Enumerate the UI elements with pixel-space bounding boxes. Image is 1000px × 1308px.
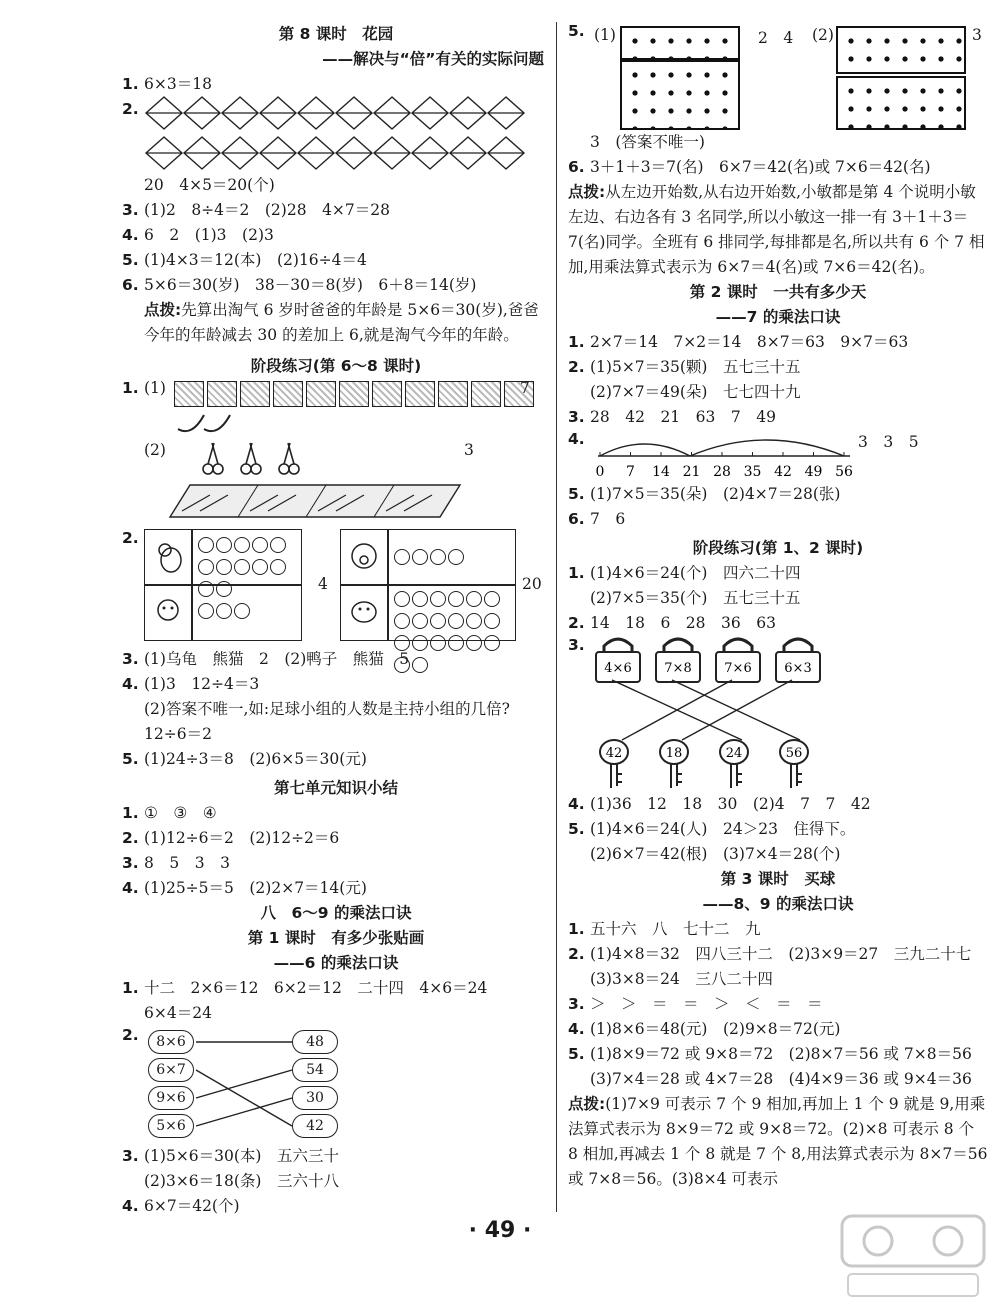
lesson3-q3-answer: ＞ ＞ ＝ ＝ ＞ ＜ ＝ ＝ [590, 995, 823, 1013]
squirrel-icon [151, 540, 185, 576]
number-line-tick-label: 35 [743, 464, 762, 480]
diamond-figure: 2. [122, 97, 550, 173]
lesson1-q4-answer: 6×7＝42(个) [144, 1197, 240, 1215]
key-label: 18 [665, 746, 683, 761]
lock-shackle [604, 639, 632, 652]
lock-label: 7×6 [724, 661, 752, 676]
dot-array-bottom-left [620, 60, 740, 130]
match-left-item: 9×6 [148, 1086, 194, 1110]
q2-answer: 20 4×5＝20(个) [144, 176, 275, 194]
animal-table-left [144, 529, 302, 641]
lesson1-q3-answer-b: (2)3×6＝18(条) 三六十八 [144, 1172, 339, 1190]
r5-note: 3 (答案不唯一) [590, 133, 705, 151]
stage-q2-figure: 2. 4 20 [122, 529, 550, 647]
lesson8-title: 第 8 课时 花园 [278, 25, 394, 43]
r6-hint: 点拨:从左边开始数,从右边开始数,小敏都是第 4 个说明小敏左边、右边各有 3 名同学,所以小敏这一排一有 3＋1＋3＝7(名)同学。全班有 6 排同学,每排都是名,所以共有 6 个 7 相加,用乘法算式表示为 6×7＝4(名)或 7×6＝42(名)。 [568, 183, 985, 276]
dot-array-figure: 5. (1) 2 4 (2) 3 [568, 22, 988, 130]
dot-array-top-left [620, 26, 740, 60]
lesson2-q2-answer-b: (2)7×7＝49(朵) 七七四十九 [590, 383, 801, 401]
number-line [594, 430, 864, 482]
stage2-q2-answer: 14 18 6 28 36 63 [590, 614, 776, 632]
match-right-item: 48 [292, 1030, 338, 1054]
stage2-title: 阶段练习(第 1、2 课时) [692, 539, 864, 557]
lesson3-title: 第 3 课时 买球 [720, 870, 836, 888]
number-line-tick-label: 0 [595, 464, 605, 480]
stage-q2-value2: 20 [522, 575, 542, 593]
lock-shackle [784, 639, 812, 652]
q4-answer: 6 2 (1)3 (2)3 [144, 226, 274, 244]
scissors-icon [198, 439, 308, 479]
page-number: · 49 · [468, 1218, 532, 1243]
stage2-q5-answer-b: (2)6×7＝42(根) (3)7×4＝28(个) [590, 845, 841, 863]
site-watermark-logo [838, 1210, 988, 1302]
lock-key-figure: 3. 4×6 7×8 7×6 6×3 42 18 24 56 [568, 636, 988, 792]
right-column: 5. (1) 2 4 (2) 3 3 (答案不唯一) 6. 3＋1＋3＝7(名) 6×7＝42(名)或 7×6＝42(名) 点拨:从左边开始数,从右边开始数,小敏都是第 4 个说明小敏左边、右边各有 3 名同学,所以小敏这一排一有 3＋1＋3＝7(名)同学。全班有 6 排同学,每排都是名,所以共有 6 个 7 相加,用乘法算式表示为 6×7＝4(名)或 7×6＝42(名)。 第 2 课时 一共有多少天 ——7 的乘法口诀 1. 2×7＝14 7×2＝14 8×7＝63 9×7＝63 2. (1)5×7＝35(颗) 五七三十五 (2)7×7＝49(朵) 七七四十九 3. 28 42 21 63 7 49 4. 0 7 14 21 28 35 42 49 56 3 3 5 5. (1)7×5＝35(朵) (2)4×7＝28(张) 6. 7 6 阶段练习(第 1、2 课时) 1. (1)4×6＝24(个) 四六二十四 (2)7×5＝35(个) 五七三十五 2. 14 18 6 28 36 63 3. 4×6 7×8 7×6 6×3 42 18 24 56 4. (1)36 12 18 30 (2)4 7 7 42 5. (1)4×6＝24(人) 24＞23 住得下。 (2)6×7＝42(根) (3)7×4＝28(个) 第 3 课时 买球 ——8、9 的乘法口诀 1. 五十六 八 七十二 九 2. (1)4×8＝32 四八三十二 (2)3×9＝27 三九二十七 (3)3×8＝24 三八二十四 3. ＞ ＞ ＝ ＝ ＞ ＜ ＝ ＝ 4. (1)8×6＝48(元) (2)9×8＝72(元) 5. (1)8×9＝72 或 9×8＝72 (2)8×7＝56 或 7×8＝56 (3)7×4＝28 或 4×7＝28 (4)4×9＝36 或 9×4＝36 点拨:(1)7×9 可表示 7 个 9 相加,再加上 1 个 9 就是 9,用乘法算式表示为 8×9＝72 或 9×8＝72。(2)×8 可表示 8 个 8 相加,再减去 1 个 8 就是 7 个 8,用法算式表示为 8×7＝56 或 7×8＝56。(3)8×4 可表示 [568, 22, 988, 1188]
lock-shackle [664, 639, 692, 652]
q1-answer: 6×3＝18 [144, 75, 212, 93]
dot-array-bottom-right [836, 76, 966, 130]
clip-strip [170, 481, 460, 521]
lesson2-q1-answer: 2×7＝14 7×2＝14 8×7＝63 9×7＝63 [590, 333, 909, 351]
stage-q4-answer-a: (1)3 12÷4＝3 [144, 675, 260, 693]
peacock-icon [347, 540, 381, 576]
lesson2-q2-answer-a: (1)5×7＝35(颗) 五七三十五 [590, 358, 801, 376]
matching-lines [122, 1026, 352, 1144]
stage-q2-value1: 4 [318, 575, 328, 593]
match-right-item: 54 [292, 1058, 338, 1082]
stage-q1-value2: 3 [464, 441, 474, 459]
lesson3-q5-hint: 点拨:(1)7×9 可表示 7 个 9 相加,再加上 1 个 9 就是 9,用乘法算式表示为 8×9＝72 或 9×8＝72。(2)×8 可表示 8 个 8 相加,再减去 1 个 8 就是 7 个 8,用法算式表示为 8×7＝56 或 7×8＝56。(3)8×4 可表示 [568, 1095, 988, 1188]
lock-label: 6×3 [784, 661, 812, 676]
r5-value2: 3 [972, 26, 982, 44]
unit7-q1-answer: ① ③ ④ [144, 804, 217, 822]
lesson3-q1-answer: 五十六 八 七十二 九 [590, 920, 761, 938]
match-left-item: 8×6 [148, 1030, 194, 1054]
number-line-figure: 4. 0 7 14 21 28 35 42 49 56 3 3 5 [568, 430, 919, 480]
lesson1-title: 第 1 课时 有多少张贴画 [247, 929, 425, 947]
left-column: 第 8 课时 花园 ——解决与“倍”有关的实际问题 1. 6×3＝18 2. 20 4×5＝20(个) 3. (1)2 8÷4＝2 (2)28 4×7＝28 4. 6 2 (1)3 (2)3 5. (1)4×3＝12(本) (2)16÷4＝4 6. 5×6＝30(岁) 38－30＝8(岁) 6＋8＝14(岁) 点拨:先算出淘气 6 岁时爸爸的年龄是 5×6＝30(岁),爸爸今年的年龄减去 30 的差加上 6,就是淘气今年的年龄。 阶段练习(第 6～8 课时) 1. (1) 7 (2) 3 2. 4 20 3. (1)乌龟 熊猫 2 (2)鸭子 熊猫 5 4. (1)3 12÷4＝3 (2)答案不唯一,如:足球小组的人数是主持小组的几倍? 12÷6＝2 5. (1)24÷3＝8 (2)6×5＝30(元) 第七单元知识小结 1. ① ③ ④ 2. (1)12÷6＝2 (2)12÷2＝6 3. 8 5 3 3 4. (1)25÷5＝5 (2)2×7＝14(元) 八 6～9 的乘法口诀 第 1 课时 有多少张贴画 ——6 的乘法口诀 1. 十二 2×6＝12 6×2＝12 二十四 4×6＝24 6×4＝24 2. 8×6 6×7 9×6 5×6 48 54 30 42 3. (1)5×6＝30(本) 五六三十 (2)3×6＝18(条) 三六十八 4. 6×7＝42(个) [122, 22, 550, 1219]
lesson3-q2-answer-b: (3)3×8＝24 三八二十四 [590, 970, 773, 988]
q3-answer: (1)2 8÷4＝2 (2)28 4×7＝28 [144, 201, 391, 219]
lock-key-drawing [592, 636, 872, 792]
q5-answer: (1)4×3＝12(本) (2)16÷4＝4 [144, 251, 367, 269]
stage2-q5-answer-a: (1)4×6＝24(人) 24＞23 住得下。 [590, 820, 856, 838]
lesson2-title: 第 2 课时 一共有多少天 [689, 283, 867, 301]
match-left-item: 5×6 [148, 1114, 194, 1138]
stage-q4-answer-b: (2)答案不唯一,如:足球小组的人数是主持小组的几倍? 12÷6＝2 [144, 700, 526, 743]
stage-q3-answer: (1)乌龟 熊猫 2 (2)鸭子 熊猫 5 [144, 650, 410, 668]
lesson3-subtitle: ——8、9 的乘法口诀 [702, 895, 854, 913]
dot-array-top-right [836, 26, 966, 74]
matching-figure: 2. 8×6 6×7 9×6 5×6 48 54 30 42 [122, 1026, 550, 1144]
number-line-tick-label: 7 [626, 464, 635, 480]
r5-value1: 2 4 [758, 29, 794, 47]
lesson2-q5-answer: (1)7×5＝35(朵) (2)4×7＝28(张) [590, 485, 841, 503]
unit7-summary-title: 第七单元知识小结 [273, 779, 398, 797]
key-shaft [611, 764, 622, 788]
unit8-title: 八 6～9 的乘法口诀 [260, 904, 412, 922]
lesson2-q6-answer: 7 6 [590, 510, 626, 528]
lesson1-subtitle: ——6 的乘法口诀 [273, 954, 399, 972]
match-right-item: 30 [292, 1086, 338, 1110]
stage2-q1-answer-a: (1)4×6＝24(个) 四六二十四 [590, 564, 801, 582]
unit7-q2-answer: (1)12÷6＝2 (2)12÷2＝6 [144, 829, 340, 847]
match-left-item: 6×7 [148, 1058, 194, 1082]
key-label: 24 [725, 746, 743, 761]
bird-icon [347, 594, 381, 630]
lock-label: 7×8 [664, 661, 692, 676]
key-label: 56 [785, 746, 803, 761]
key-label: 42 [605, 746, 623, 761]
number-line-tick-label: 14 [652, 464, 670, 480]
match-right-item: 42 [292, 1114, 338, 1138]
animal-table-right [340, 529, 516, 641]
lock-label: 4×6 [604, 661, 632, 676]
lesson1-q1-answer-a: 十二 2×6＝12 6×2＝12 二十四 4×6＝24 [144, 979, 488, 997]
unit7-q4-answer: (1)25÷5＝5 (2)2×7＝14(元) [144, 879, 367, 897]
stage-q1-value1: 7 [520, 379, 530, 397]
q6-answer: 5×6＝30(岁) 38－30＝8(岁) 6＋8＝14(岁) [144, 276, 477, 294]
r6-answer: 3＋1＋3＝7(名) 6×7＝42(名)或 7×6＝42(名) [590, 158, 931, 176]
column-divider [556, 22, 557, 1212]
stage2-q4-answer: (1)36 12 18 30 (2)4 7 7 42 [590, 795, 871, 813]
strawberry-strip [174, 381, 537, 411]
monkey-icon [151, 594, 185, 630]
key-shaft [791, 764, 802, 788]
stage-practice-title: 阶段练习(第 6～8 课时) [250, 357, 422, 375]
stage-q1-figure: 1. (1) 7 (2) 3 [122, 379, 550, 529]
lesson3-q2-answer-a: (1)4×8＝32 四八三十二 (2)3×9＝27 三九二十七 [590, 945, 972, 963]
lesson1-q3-answer-a: (1)5×6＝30(本) 五六三十 [144, 1147, 339, 1165]
number-line-values: 3 3 5 [858, 433, 919, 451]
number-line-tick-label: 28 [713, 464, 731, 480]
lesson3-q5-answer-b: (3)7×4＝28 或 4×7＝28 (4)4×9＝36 或 9×4＝36 [590, 1070, 972, 1088]
diamond-shapes [144, 97, 544, 173]
lesson2-subtitle: ——7 的乘法口诀 [715, 308, 841, 326]
lesson1-q1-answer-b: 6×4＝24 [144, 1004, 212, 1022]
lesson3-q4-answer: (1)8×6＝48(元) (2)9×8＝72(元) [590, 1020, 841, 1038]
lesson3-q5-answer-a: (1)8×9＝72 或 9×8＝72 (2)8×7＝56 或 7×8＝56 [590, 1045, 972, 1063]
stage2-q1-answer-b: (2)7×5＝35(个) 五七三十五 [590, 589, 801, 607]
lesson2-q3-answer: 28 42 21 63 7 49 [590, 408, 776, 426]
number-line-tick-label: 49 [804, 464, 823, 480]
number-line-tick-label: 42 [774, 464, 792, 480]
key-shaft [671, 764, 682, 788]
banana-icon [174, 409, 254, 437]
key-shaft [731, 764, 742, 788]
stage-q5-answer: (1)24÷3＝8 (2)6×5＝30(元) [144, 750, 367, 768]
unit7-q3-answer: 8 5 3 3 [144, 854, 230, 872]
lesson8-subtitle: ——解决与“倍”有关的实际问题 [322, 50, 544, 68]
number-line-tick-label: 56 [835, 464, 853, 480]
number-line-tick-label: 21 [682, 464, 701, 480]
lock-shackle [724, 639, 752, 652]
q6-hint: 点拨:先算出淘气 6 岁时爸爸的年龄是 5×6＝30(岁),爸爸今年的年龄减去 30 的差加上 6,就是淘气今年的年龄。 [144, 301, 539, 344]
